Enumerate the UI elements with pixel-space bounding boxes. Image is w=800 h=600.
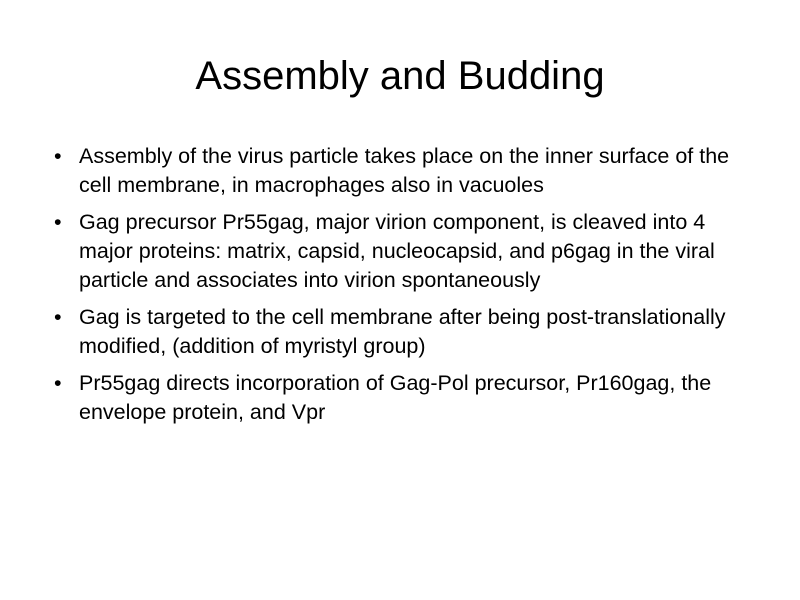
bullet-dot-icon: • <box>54 371 62 395</box>
bullet-dot-icon: • <box>54 210 62 234</box>
bullet-item <box>48 142 738 200</box>
bullet-item <box>48 369 738 427</box>
slide-title: Assembly and Budding <box>195 54 605 98</box>
bullet-list <box>48 142 738 435</box>
bullet-item <box>48 303 738 361</box>
bullet-text: Gag is targeted to the cell membrane after being post-translationally modified, (addition of myristyl group) <box>79 305 726 358</box>
bullet-text: Assembly of the virus particle takes place on the inner surface of the cell membrane, in macrophages also in vacuoles <box>79 144 730 197</box>
bullet-text: Pr55gag directs incorporation of Gag-Pol precursor, Pr160gag, the envelope protein, and Vpr <box>79 371 712 424</box>
bullet-dot-icon: • <box>54 144 62 168</box>
bullet-dot-icon: • <box>54 305 62 329</box>
bullet-item <box>48 208 738 295</box>
bullet-text: Gag precursor Pr55gag, major virion component, is cleaved into 4 major proteins: matrix, capsid, nucleocapsid, and p6gag in the viral particle and associates into virion spontaneously <box>79 210 715 292</box>
